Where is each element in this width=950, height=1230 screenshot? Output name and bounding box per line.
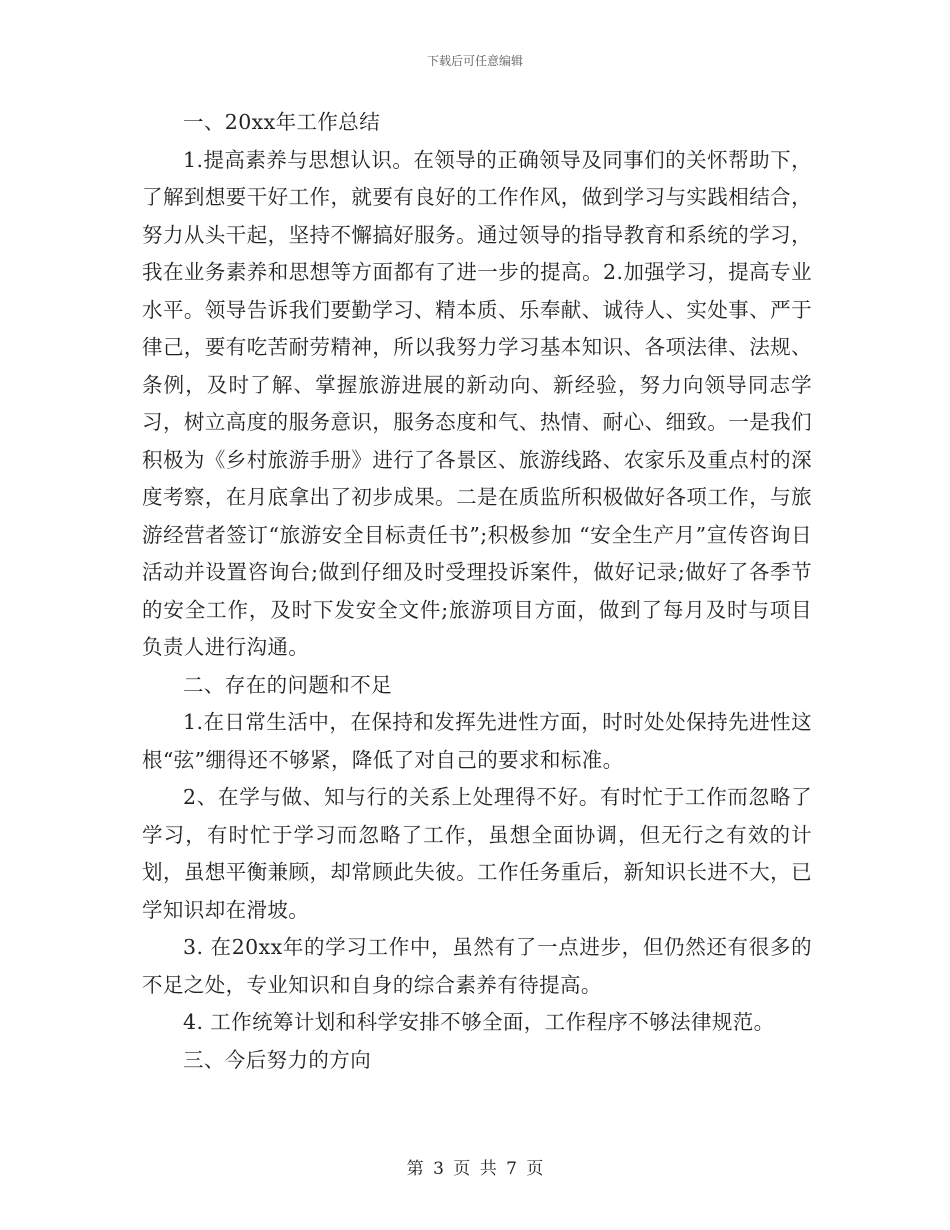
paragraph-summary-details: 1.提高素养与思想认识。在领导的正确领导及同事们的关怀帮助下，了解到想要干好工作，就要有良好的工作作风，做到学习与实践相结合，努力从头干起，坚持不懈搞好服务。通过领导的指导教育和系统的学习，我在业务素养和思想等方面都有了进一步的提高。2.加强学习，提高专业水平。领导告诉我们要勤学习、精本质、乐奉献、诚待人、实处事、严于律己，要有吃苦耐劳精神，所以我努力学习基本知识、各项法律、法规、条例，及时了解、掌握旅游进展的新动向、新经验，努力向领导同志学习，树立高度的服务意识，服务态度和气、热情、耐心、细致。一是我们积极为《乡村旅游手册》进行了各景区、旅游线路、农家乐及重点村的深度考察，在月底拿出了初步成果。二是在质监所积极做好各项工作，与旅游经营者签订“旅游安全目标责任书”;积极参加 “安全生产月”宣传咨询日活动并设置咨询台;做到仔细及时受理投诉案件，做好记录;做好了各季节的安全工作，及时下发安全文件;旅游项目方面，做到了每月及时与项目负责人进行沟通。 [142, 147, 812, 659]
document-body [142, 104, 812, 1079]
section-heading-summary: 一、20xx年工作总结 [183, 110, 381, 134]
section-heading-problems: 二、存在的问题和不足 [183, 672, 392, 697]
section-heading-future: 三、今后努力的方向 [183, 1047, 372, 1072]
page-header: 下载后可任意编辑 [426, 54, 523, 68]
paragraph-problem-4: 4. 工作统筹计划和科学安排不够全面，工作程序不够法律规范。 [183, 1010, 775, 1034]
paragraph-problem-1: 1.在日常生活中，在保持和发挥先进性方面，时时处处保持先进性这根“弦”绷得还不够紧，降低了对自己的要求和标准。 [142, 710, 812, 772]
page-number: 第 3 页 共 7 页 [406, 1159, 544, 1179]
paragraph-problem-3: 3. 在20xx年的学习工作中，虽然有了一点进步，但仍然还有很多的不足之处，专业知识和自身的综合素养有待提高。 [142, 935, 812, 997]
paragraph-problem-2: 2、在学与做、知与行的关系上处理得不好。有时忙于工作而忽略了学习，有时忙于学习而忽略了工作，虽想全面协调，但无行之有效的计划，虽想平衡兼顾，却常顾此失彼。工作任务重后，新知识长进不大，已学知识却在滑坡。 [142, 785, 812, 922]
